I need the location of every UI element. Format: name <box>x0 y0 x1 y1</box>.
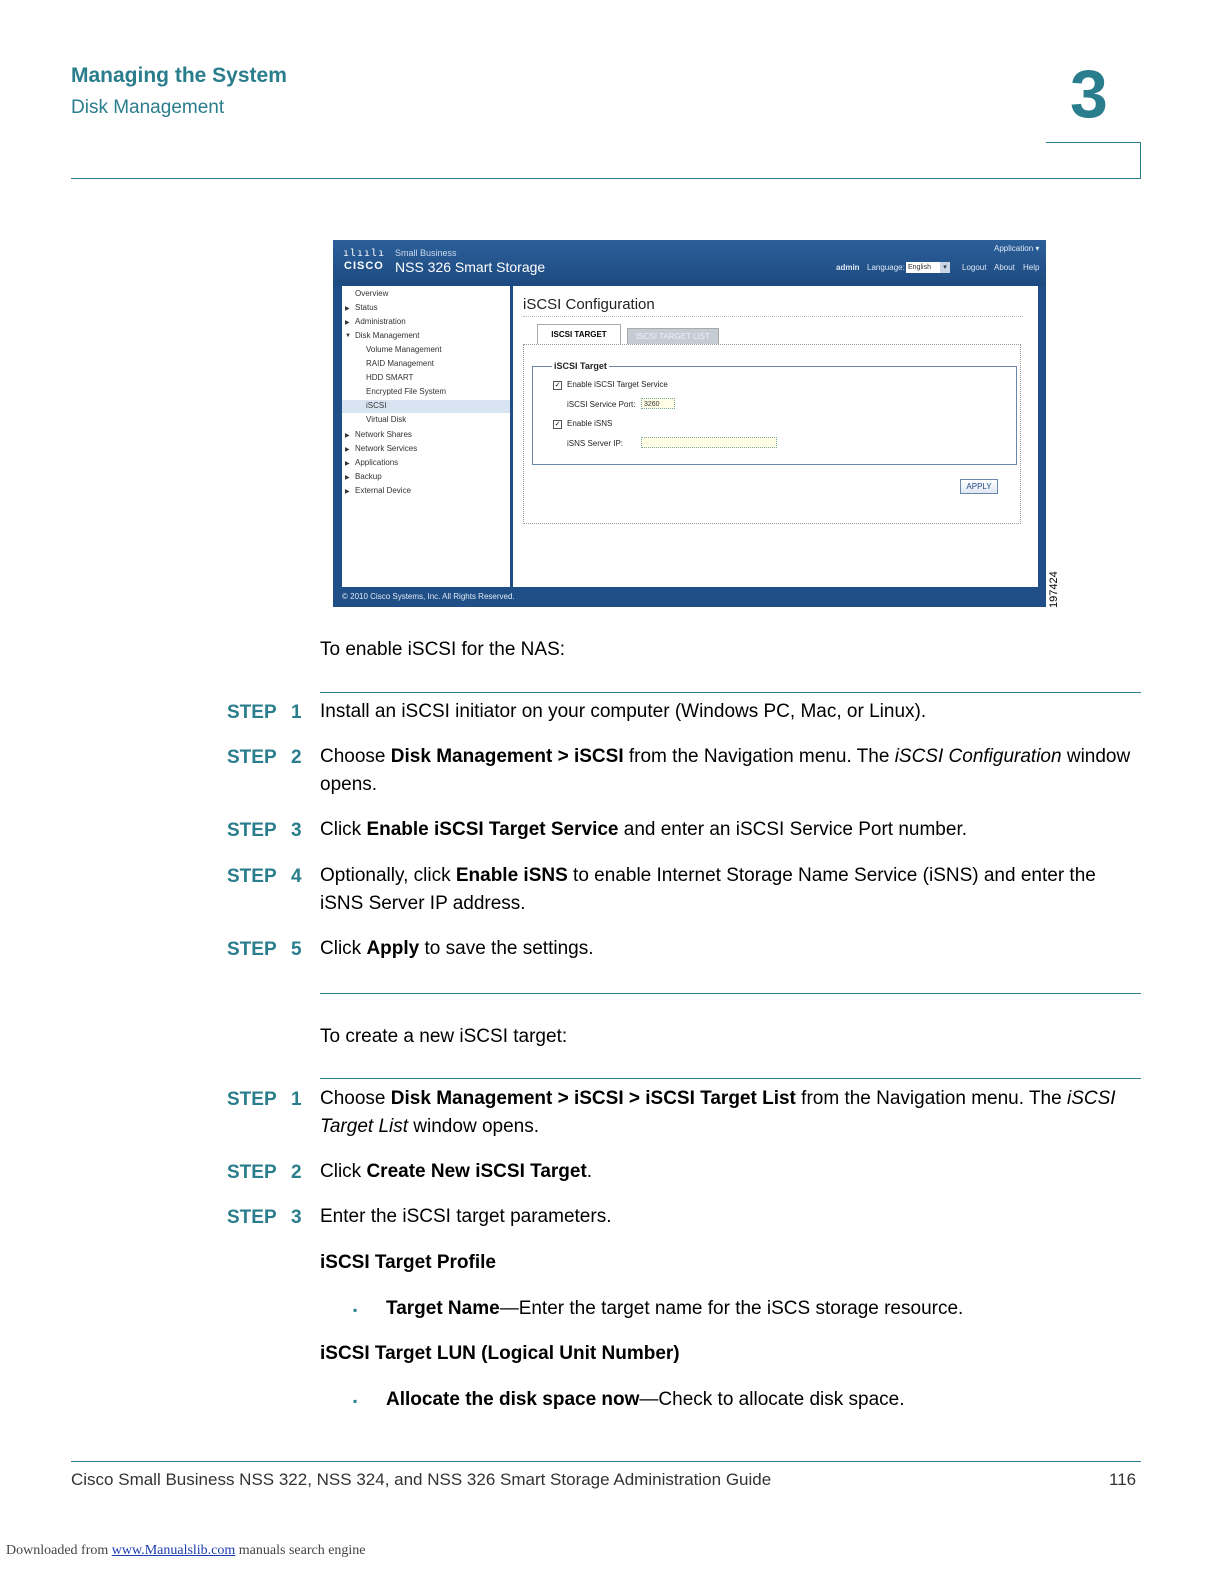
collapse-arrow-icon[interactable]: ▼ <box>345 333 351 339</box>
step-label: STEP <box>227 1162 277 1183</box>
step-number: 3 <box>291 820 302 841</box>
footer-rule <box>71 1461 1141 1462</box>
expand-arrow-icon[interactable]: ▶ <box>345 475 350 481</box>
nav-overview[interactable]: Overview <box>355 289 389 298</box>
cisco-logo-bars: ılıılı <box>343 248 386 259</box>
step-text: Enter the iSCSI target parameters. <box>320 1206 612 1227</box>
chevron-down-icon[interactable]: ▾ <box>940 262 950 273</box>
step-number: 2 <box>291 1162 302 1183</box>
main-panel <box>513 286 1038 587</box>
tab-content <box>523 344 1021 524</box>
nav-administration[interactable]: Administration <box>355 317 406 326</box>
nav-network-services[interactable]: Network Services <box>355 444 418 453</box>
user-label: admin <box>836 263 860 272</box>
nav-virtual-disk[interactable]: Virtual Disk <box>366 415 407 424</box>
about-link[interactable]: About <box>994 263 1015 272</box>
nav-network-shares[interactable]: Network Shares <box>355 430 412 439</box>
nav-status[interactable]: Status <box>355 303 378 312</box>
step-text: Click Enable iSCSI Target Service and enter an iSCSI Service Port number. <box>320 819 967 840</box>
section2-intro: To create a new iSCSI target: <box>320 1026 568 1047</box>
manualslib-link[interactable]: www.Manualslib.com <box>111 1543 236 1558</box>
application-menu[interactable]: Application ▾ <box>994 244 1040 253</box>
title-divider <box>523 316 1023 317</box>
footer-title: Cisco Small Business NSS 322, NSS 324, and NSS 326 Smart Storage Administration Guide <box>71 1470 772 1489</box>
step-text: Choose Disk Management > iSCSI from the Navigation menu. The iSCSI Configuration window opens. <box>320 746 1131 795</box>
iscsi-target-fieldset <box>532 366 1017 465</box>
step-number: 1 <box>291 1089 302 1110</box>
iscsi-configuration-screenshot <box>333 240 1046 607</box>
step-number: 3 <box>291 1207 302 1228</box>
step-number: 1 <box>291 702 302 723</box>
enable-isns-label: Enable iSNS <box>567 419 613 428</box>
enable-target-label: Enable iSCSI Target Service <box>567 380 668 389</box>
step-text: Install an iSCSI initiator on your computer (Windows PC, Mac, or Linux). <box>320 701 927 722</box>
bullet-icon: ▪ <box>353 1394 358 1408</box>
fieldset-legend: iSCSI Target <box>554 361 607 371</box>
language-label: Language: <box>867 263 905 272</box>
nav-raid-management[interactable]: RAID Management <box>366 359 435 368</box>
language-select[interactable]: English <box>906 262 950 273</box>
product-name: NSS 326 Smart Storage <box>395 259 546 275</box>
nav-applications[interactable]: Applications <box>355 458 399 467</box>
config-title: iSCSI Configuration <box>523 296 655 313</box>
enable-isns-checkbox[interactable]: ✓ <box>554 421 561 428</box>
section1-bottom-rule <box>320 993 1141 994</box>
logout-link[interactable]: Logout <box>962 263 987 272</box>
step-number: 4 <box>291 866 302 887</box>
allocate-item: Allocate the disk space now—Check to allocate disk space. <box>386 1389 905 1410</box>
bullet-icon: ▪ <box>353 1303 358 1317</box>
tab-iscsi-target[interactable]: ISCSI TARGET <box>537 324 621 344</box>
app-header-bar <box>333 240 1046 286</box>
nav-encrypted-file-system[interactable]: Encrypted File System <box>366 387 447 396</box>
target-name-item: Target Name—Enter the target name for the iSCS storage resource. <box>386 1298 964 1319</box>
header-rule <box>71 178 1141 179</box>
step-label: STEP <box>227 820 277 841</box>
step-label: STEP <box>227 702 277 723</box>
expand-arrow-icon[interactable]: ▶ <box>345 306 350 312</box>
navigation-menu <box>342 286 510 587</box>
nav-volume-management[interactable]: Volume Management <box>366 345 442 354</box>
tab-iscsi-target-list[interactable]: ISCSI TARGET LIST <box>627 328 719 344</box>
nav-hdd-smart[interactable]: HDD SMART <box>366 373 414 382</box>
step-label: STEP <box>227 747 277 768</box>
chapter-number: 3 <box>1070 56 1108 132</box>
download-note: Downloaded from www.Manualslib.com manuals search engine <box>6 1543 366 1558</box>
step-text: Click Create New iSCSI Target. <box>320 1161 593 1182</box>
step-label: STEP <box>227 866 277 887</box>
step-label: STEP <box>227 1089 277 1110</box>
lun-heading: iSCSI Target LUN (Logical Unit Number) <box>320 1343 680 1364</box>
cisco-logo: CISCO <box>344 260 384 272</box>
section1-intro: To enable iSCSI for the NAS: <box>320 639 566 660</box>
step-label: STEP <box>227 1207 277 1228</box>
nav-backup[interactable]: Backup <box>355 472 382 481</box>
expand-arrow-icon[interactable]: ▶ <box>345 489 350 495</box>
nav-iscsi[interactable]: iSCSI <box>366 401 387 410</box>
step-label: STEP <box>227 939 277 960</box>
figure-number: 197424 <box>1048 571 1060 608</box>
chapter-number-frame <box>1046 142 1141 178</box>
service-port-label: iSCSI Service Port: <box>567 400 636 409</box>
page-number: 116 <box>1109 1470 1137 1489</box>
help-link[interactable]: Help <box>1023 263 1040 272</box>
nav-disk-management[interactable]: Disk Management <box>355 331 420 340</box>
step-number: 5 <box>291 939 302 960</box>
step-text: Choose Disk Management > iSCSI > iSCSI Target List from the Navigation menu. The iSCSI Target List window opens. <box>320 1088 1116 1137</box>
isns-server-input[interactable] <box>641 437 777 448</box>
isns-server-label: iSNS Server IP: <box>567 439 624 448</box>
brand-subtitle: Small Business <box>395 248 457 258</box>
service-port-input[interactable]: 3260 <box>641 398 675 409</box>
expand-arrow-icon[interactable]: ▶ <box>345 433 350 439</box>
enable-target-checkbox[interactable]: ✓ <box>554 382 561 389</box>
section1-top-rule <box>320 692 1141 693</box>
step-number: 2 <box>291 747 302 768</box>
expand-arrow-icon[interactable]: ▶ <box>345 461 350 467</box>
chapter-title: Managing the System <box>71 64 287 87</box>
apply-button[interactable]: APPLY <box>960 479 998 494</box>
step-text: Optionally, click Enable iSNS to enable Internet Storage Name Service (iSNS) and enter the iSNS Server IP address. <box>320 865 1096 914</box>
expand-arrow-icon[interactable]: ▶ <box>345 447 350 453</box>
profile-heading: iSCSI Target Profile <box>320 1252 496 1273</box>
nav-external-device[interactable]: External Device <box>355 486 412 495</box>
expand-arrow-icon[interactable]: ▶ <box>345 320 350 326</box>
app-copyright: © 2010 Cisco Systems, Inc. All Rights Reserved. <box>342 592 515 601</box>
step-text: Click Apply to save the settings. <box>320 938 594 959</box>
section-title: Disk Management <box>71 97 225 118</box>
section2-top-rule <box>320 1078 1141 1079</box>
